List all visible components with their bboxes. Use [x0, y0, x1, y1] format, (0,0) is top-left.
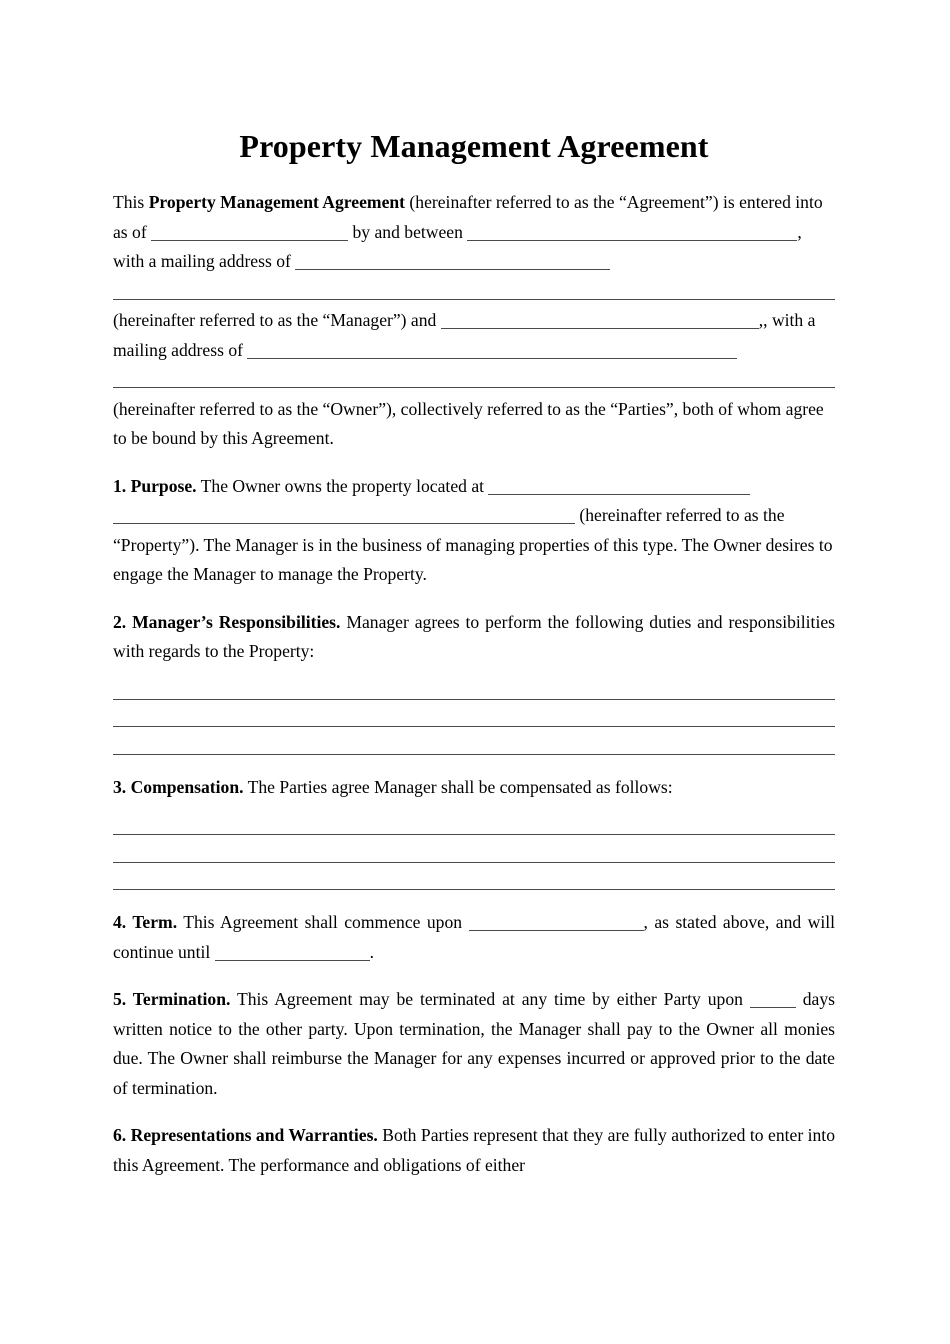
- blank-commencement-date[interactable]: [469, 914, 644, 931]
- intro-text-a: (hereinafter referred to as the “Agreement”) is entered into as of: [113, 192, 823, 242]
- section-1-heading: 1. Purpose.: [113, 475, 197, 496]
- blank-manager-address-line2[interactable]: [113, 283, 835, 300]
- section-6-representations-warranties: [113, 1121, 835, 1180]
- write-in-line[interactable]: [113, 754, 835, 755]
- section-1-text-b: (hereinafter referred to as the “Property”). The Manager is in the business of managing properties of this type. The Owner desires to engage the Manager to manage the Property.: [113, 505, 833, 584]
- section-4-text-a: This Agreement shall commence upon: [177, 912, 469, 932]
- blank-termination-date[interactable]: [215, 944, 370, 961]
- intro-text-d: (hereinafter referred to as the “Manager”) and: [113, 310, 441, 330]
- section-2-text-a: Manager agrees to perform the following duties and responsibilities with regards to the Property:: [113, 611, 835, 661]
- write-in-line[interactable]: [113, 862, 835, 863]
- section-3-compensation: [113, 773, 835, 803]
- intro-text-f: (hereinafter referred to as the “Owner”), collectively referred to as the “Parties”, both of whom agree to be bound by this Agreement.: [113, 398, 824, 448]
- section-4-term: [113, 908, 835, 967]
- section-1-text-a: The Owner owns the property located at: [196, 475, 489, 496]
- intro-agreement-name: Property Management Agreement: [148, 192, 406, 212]
- write-in-line[interactable]: [113, 834, 835, 835]
- section-5-text-b: days written notice to the other party. Upon termination, the Manager shall pay to the Owner all monies due. The Owner shall reimburse the Manager for any expenses incurred or approved prior to the date of termination.: [113, 989, 836, 1098]
- write-in-line[interactable]: [113, 889, 835, 890]
- intro-text-c: , with a mailing address of: [113, 221, 802, 271]
- intro-paragraph: This Property Management Agreement (hereinafter referred to as the “Agreement”) is entered into as of by and between , with a mailing address of (hereinafter referred to as the “Manager”) and ,, with a mailing address of (hereinafter referred to as the “Owner”), collectively referred to as the “Parties”, both of whom agree to be bound by this Agreement.: [113, 188, 835, 454]
- section-3-heading: 3. Compensation.: [113, 776, 244, 797]
- blank-manager-address-line1[interactable]: [295, 253, 610, 270]
- section-3-text-a: The Parties agree Manager shall be compensated as follows:: [243, 776, 673, 797]
- section-2-responsibilities: [113, 608, 835, 667]
- blank-owner-address-line2[interactable]: [113, 371, 835, 388]
- page-title: Property Management Agreement: [239, 128, 709, 164]
- section-3-write-in-lines: [113, 820, 835, 890]
- blank-manager-name-line2[interactable]: [652, 224, 797, 241]
- section-6-text-a: Both Parties represent that they are fully authorized to enter into this Agreement. The performance and obligations of either: [113, 1125, 835, 1175]
- section-6-heading: 6. Representations and Warranties.: [113, 1125, 378, 1145]
- section-4-heading: 4. Term.: [113, 912, 178, 932]
- section-5-text-a: This Agreement may be terminated at any time by either Party upon: [230, 989, 750, 1009]
- blank-notice-days[interactable]: [750, 991, 796, 1008]
- blank-owner-address-line1[interactable]: [247, 342, 737, 359]
- blank-effective-date[interactable]: [151, 224, 348, 241]
- write-in-line[interactable]: [113, 726, 835, 727]
- section-4-text-c: .: [369, 941, 375, 962]
- intro-text-lead: This: [113, 192, 149, 212]
- section-1-purpose: [113, 472, 835, 590]
- blank-owner-name[interactable]: [441, 312, 759, 329]
- section-5-termination: [113, 985, 835, 1103]
- blank-property-address-line2[interactable]: [113, 507, 575, 524]
- section-4-text-b: , as stated above, and will continue until: [113, 912, 835, 962]
- blank-property-address-line1[interactable]: [488, 478, 750, 495]
- blank-manager-name-line1[interactable]: [467, 224, 652, 241]
- intro-text-b: by and between: [348, 221, 468, 242]
- document-body: [113, 126, 835, 1198]
- section-5-heading: 5. Termination.: [113, 989, 231, 1009]
- section-2-heading: 2. Manager’s Responsibilities.: [113, 611, 341, 632]
- section-2-write-in-lines: [113, 685, 835, 755]
- write-in-line[interactable]: [113, 699, 835, 700]
- intro-text-e: , with a mailing address of: [113, 310, 816, 360]
